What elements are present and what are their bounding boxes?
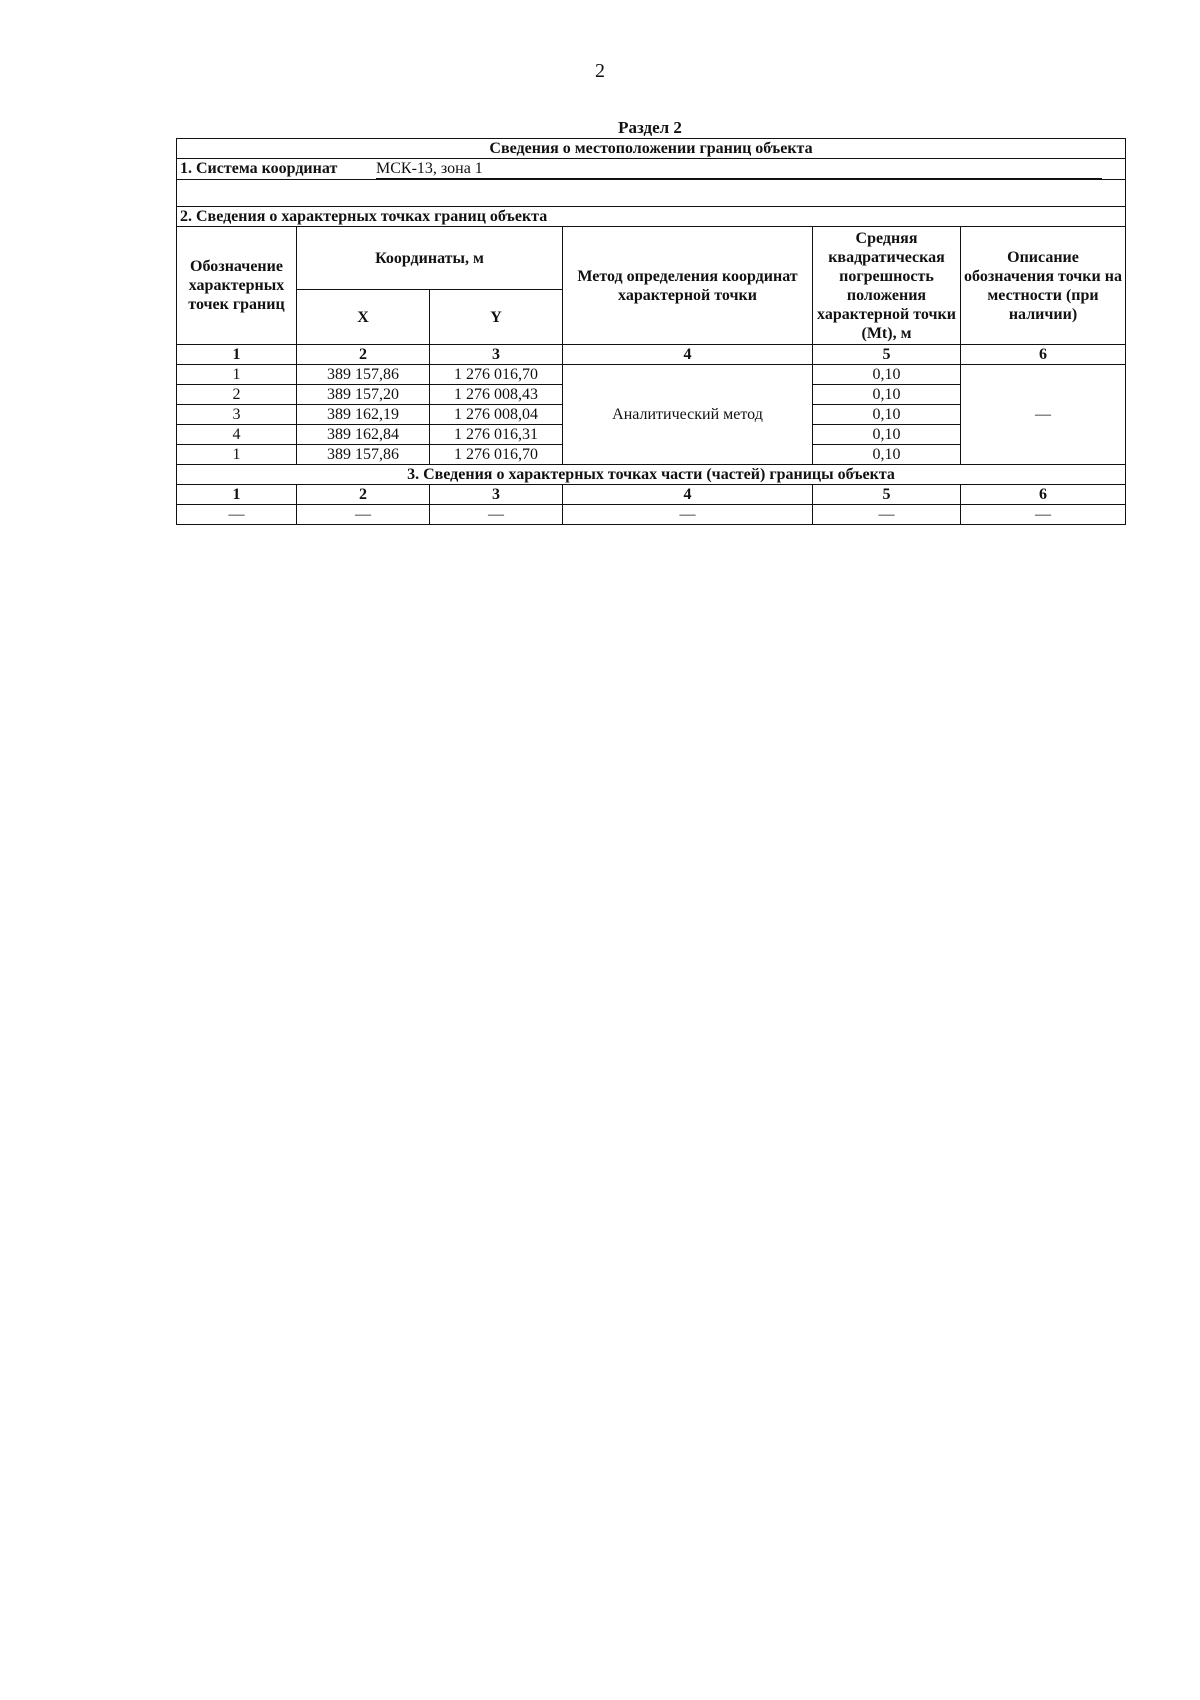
y-value: 1 276 008,43: [430, 385, 563, 405]
point-id: 3: [177, 405, 297, 425]
column-number: 4: [563, 485, 813, 505]
y-value: 1 276 016,31: [430, 425, 563, 445]
parts-section-title: 3. Сведения о характерных точках части (частей) границы объекта: [177, 465, 1126, 485]
point-id: 2: [177, 385, 297, 405]
header-description: Описание обозначения точки на местности (при наличии): [961, 227, 1126, 345]
column-number: 5: [813, 345, 961, 365]
y-value: 1 276 016,70: [430, 445, 563, 465]
empty-value: —: [813, 505, 961, 525]
header-x: X: [297, 290, 430, 345]
coord-system-value: МСК-13, зона 1: [376, 160, 1102, 179]
column-number: 3: [430, 345, 563, 365]
table-row: [177, 365, 1126, 385]
column-number: 6: [961, 485, 1126, 505]
coord-system-spacer: [177, 180, 1126, 207]
y-value: 1 276 008,04: [430, 405, 563, 425]
column-number: 2: [297, 485, 430, 505]
coord-system-row: [177, 159, 1126, 180]
column-number: 1: [177, 345, 297, 365]
empty-value: —: [430, 505, 563, 525]
method-value: Аналитический метод: [563, 365, 813, 465]
coord-system-label: 1. Система координат: [180, 160, 338, 177]
column-number: 5: [813, 485, 961, 505]
empty-value: —: [563, 505, 813, 525]
column-number: 4: [563, 345, 813, 365]
error-value: 0,10: [813, 365, 961, 385]
empty-value: —: [297, 505, 430, 525]
empty-value: —: [961, 505, 1126, 525]
error-value: 0,10: [813, 405, 961, 425]
point-id: 1: [177, 365, 297, 385]
x-value: 389 157,86: [297, 365, 430, 385]
boundary-table: [176, 138, 1126, 525]
point-id: 1: [177, 445, 297, 465]
page-number: 2: [595, 60, 605, 82]
y-value: 1 276 016,70: [430, 365, 563, 385]
column-number: 3: [430, 485, 563, 505]
x-value: 389 157,20: [297, 385, 430, 405]
header-point: Обозначение характерных точек границ: [177, 227, 297, 345]
x-value: 389 157,86: [297, 445, 430, 465]
error-value: 0,10: [813, 445, 961, 465]
column-number: 6: [961, 345, 1126, 365]
section-label: Раздел 2: [618, 118, 682, 137]
header-error: Средняя квадратическая погрешность положения характерной точки (Mt), м: [813, 227, 961, 345]
point-id: 4: [177, 425, 297, 445]
column-number: 2: [297, 345, 430, 365]
points-section-title: 2. Сведения о характерных точках границ объекта: [177, 207, 1126, 227]
column-number: 1: [177, 485, 297, 505]
error-value: 0,10: [813, 425, 961, 445]
table-title: Сведения о местоположении границ объекта: [177, 139, 1126, 159]
x-value: 389 162,84: [297, 425, 430, 445]
header-coords: Координаты, м: [297, 227, 563, 290]
description-value: —: [961, 365, 1126, 465]
header-y: Y: [430, 290, 563, 345]
table-row: [177, 505, 1126, 525]
error-value: 0,10: [813, 385, 961, 405]
empty-value: —: [177, 505, 297, 525]
header-method: Метод определения координат характерной точки: [563, 227, 813, 345]
x-value: 389 162,19: [297, 405, 430, 425]
